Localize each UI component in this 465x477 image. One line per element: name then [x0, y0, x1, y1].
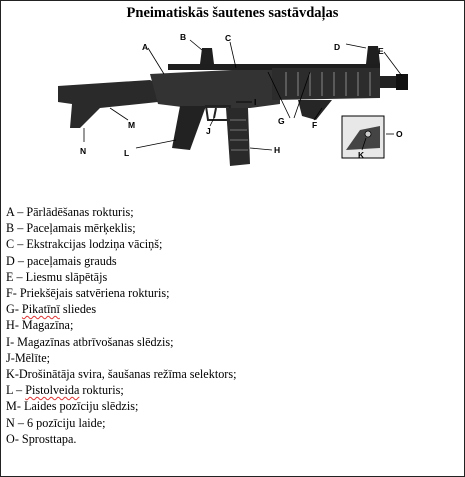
figure-label-o: O: [396, 129, 403, 139]
document-title: Pneimatiskās šautenes sastāvdaļas: [126, 5, 339, 21]
legend-item: H- Magazīna;: [6, 318, 74, 333]
figure-label-b: B: [180, 32, 187, 42]
legend-item: O- Sprosttapa.: [6, 431, 77, 446]
legend-item: G- Pikatīnī sliedes: [6, 302, 97, 317]
figure-label-j: J: [206, 126, 211, 136]
legend-item: J-Mēlīte;: [6, 350, 51, 365]
inset-selector: [365, 131, 371, 137]
legend-item: E – Liesmu slāpētājs: [6, 269, 108, 284]
rifle-illustration: [40, 24, 460, 174]
figure-label-l: L: [124, 148, 130, 158]
stock-shape: [58, 80, 158, 128]
front-grip: [298, 100, 332, 120]
legend-item: K-Drošinātāja svira, šaušanas režīma selektors;: [6, 367, 237, 382]
figure-label-e: E: [378, 46, 384, 56]
legend-item: C – Ekstrakcijas lodziņa vāciņš;: [6, 237, 163, 252]
spellcheck-flagged-word: Pistolveida: [25, 383, 80, 398]
figure-label-d: D: [334, 42, 341, 52]
parts-legend: [6, 204, 236, 447]
receiver-shape: [150, 68, 280, 108]
figure-label-n: N: [80, 146, 87, 156]
figure-label-g: G: [278, 116, 285, 126]
barrel: [380, 76, 396, 88]
flash-hider: [396, 74, 408, 90]
rear-sight: [200, 48, 214, 64]
legend-item: M- Laides pozīciju slēdzis;: [6, 399, 139, 414]
figure-label-a: A: [142, 42, 149, 52]
figure-label-h: H: [274, 145, 281, 155]
spellcheck-flagged-word: Pikatīnī: [21, 302, 60, 317]
legend-item: B – Paceļamais mērķeklis;: [6, 221, 136, 236]
legend-item: D – paceļamais grauds: [6, 253, 117, 268]
legend-item: A – Pārlādēšanas rokturis;: [6, 205, 134, 219]
legend-item: N – 6 pozīciju laide;: [6, 415, 106, 430]
legend-item: L – Pistolveida rokturis;: [6, 383, 124, 398]
handguard: [272, 68, 380, 100]
rifle-diagram: [40, 24, 460, 174]
figure-label-f: F: [312, 120, 318, 130]
figure-label-m: M: [128, 120, 136, 130]
figure-label-i: I: [254, 97, 257, 107]
trigger: [214, 108, 216, 118]
magazine-shape: [226, 108, 250, 166]
legend-item: F- Priekšējais satvēriena rokturis;: [6, 286, 170, 301]
figure-label-k: K: [358, 150, 365, 160]
pistol-grip: [172, 106, 206, 150]
figure-label-c: C: [225, 33, 232, 43]
legend-item: I- Magazīnas atbrīvošanas slēdzis;: [6, 334, 174, 349]
